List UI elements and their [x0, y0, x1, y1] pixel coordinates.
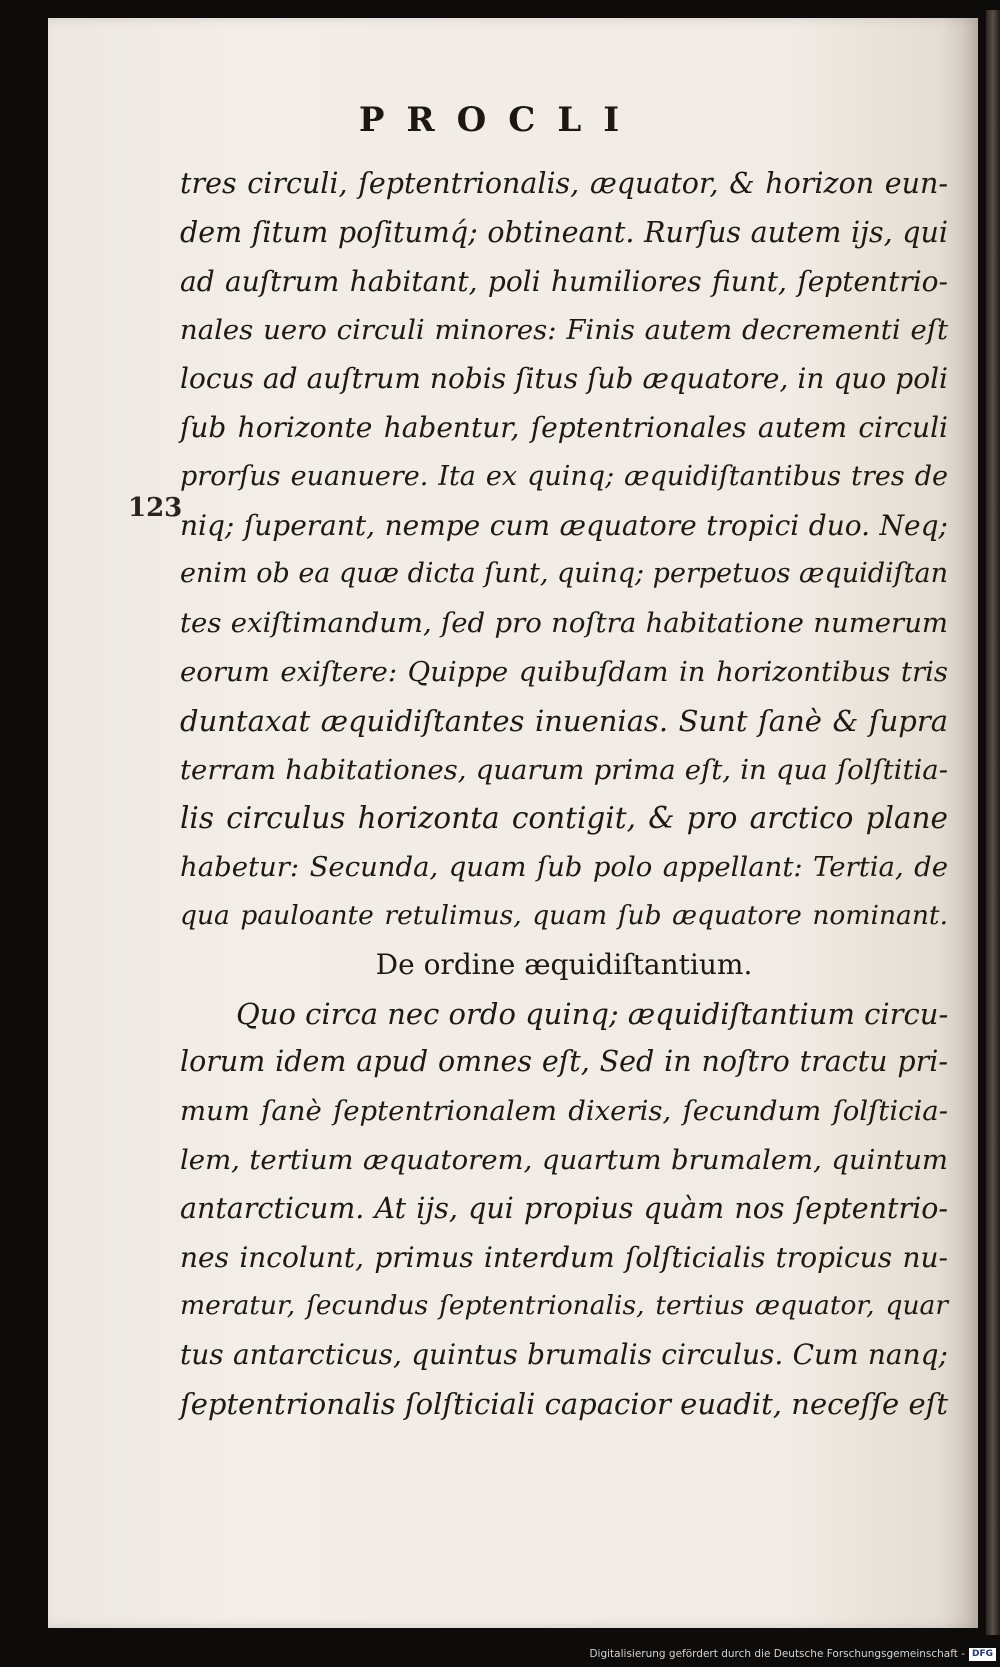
text-line: mum ſanè ſeptentrionalem dixeris, ſecundum ſolſticia‐: [180, 1095, 948, 1128]
text-line: ſub horizonte habentur, ſeptentrionales autem circuli: [180, 410, 948, 444]
margin-note: 123: [128, 493, 183, 523]
text-line: tus antarcticus, quintus brumalis circulus. Cum nanq;: [180, 1338, 948, 1372]
body-text: [180, 160, 948, 1429]
text-line: lem, tertium æquatorem, quartum brumalem, quintum: [180, 1143, 948, 1176]
text-line: tes exiſtimandum, ſed pro noſtra habitatione numerum: [180, 607, 948, 640]
text-line: ſeptentrionalis ſolſticiali capacior euadit, neceſſe eſt: [180, 1386, 948, 1421]
text-line: enim ob ea quæ dicta ſunt, quinq; perpetuos æquidiſtan: [180, 558, 948, 590]
dfg-logo: DFG: [969, 1648, 996, 1661]
text-line: nes incolunt, primus interdum ſolſticialis tropicus nu‐: [180, 1240, 948, 1274]
page-edge: [986, 10, 1000, 1635]
text-line: Quo circa nec ordo quinq; æquidiſtantium circu‐: [236, 996, 949, 1031]
text-line: niq; ſuperant, nempe cum æquatore tropici duo. Neq;: [180, 508, 948, 542]
digitization-credit: [589, 1645, 996, 1663]
section-heading: De ordine æquidiſtantium.: [375, 947, 753, 981]
text-line: duntaxat æquidiſtantes inuenias. Sunt ſanè & ſupra: [180, 703, 948, 738]
text-line: tres circuli, ſeptentrionalis, æquator, & horizon eun‐: [180, 167, 948, 200]
text-line: meratur, ſecundus ſeptentrionalis, tertius æquator, quar: [180, 1290, 948, 1322]
text-line: antarcticum. At ijs, qui propius quàm nos ſeptentrio‐: [180, 1191, 948, 1225]
text-line: habetur: Secunda, quam ſub polo appellant: Tertia, de: [180, 851, 948, 884]
text-line: qua pauloante retulimus, quam ſub æquatore nominant.: [180, 899, 948, 931]
text-line: nales uero circuli minores: Finis autem decrementi eſt: [180, 314, 948, 347]
text-line: prorſus euanuere. Ita ex quinq; æquidiſtantibus tres de: [180, 460, 948, 492]
credit-text: Digitalisierung gefördert durch die Deutsche Forschungsgemeinschaft -: [589, 1648, 965, 1660]
running-head: PROCLI: [358, 100, 642, 140]
text-line: lorum idem apud omnes eſt, Sed in noſtro tractu pri‐: [180, 1045, 948, 1079]
text-line: eorum exiſtere: Quippe quibuſdam in horizontibus tris: [180, 655, 948, 688]
text-line: lis circulus horizonta contigit, & pro arctico plane: [180, 801, 948, 836]
text-line: locus ad auſtrum nobis ſitus ſub æquatore, in quo poli: [180, 362, 948, 396]
text-line: ad auſtrum habitant, poli humiliores fiunt, ſeptentrio‐: [180, 264, 948, 298]
text-line: terram habitationes, quarum prima eſt, in qua ſolſtitia‐: [180, 753, 948, 786]
text-line: dem ſitum poſitumq́; obtineant. Rurſus autem ijs, qui: [180, 215, 948, 249]
